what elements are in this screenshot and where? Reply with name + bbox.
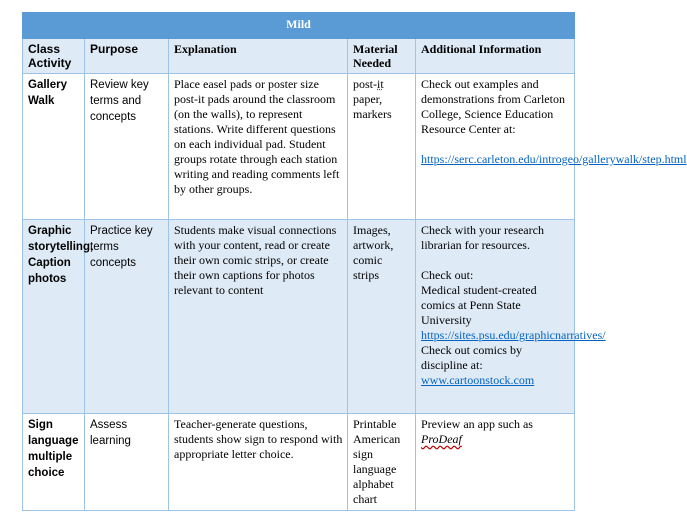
info-text: Check with your research librarian for resources. (421, 223, 544, 252)
info-text: Check out comics by discipline at: (421, 343, 522, 372)
header-purpose: Purpose (85, 39, 169, 74)
table-row (23, 74, 575, 220)
table-row (23, 414, 575, 511)
header-additional-information: Additional Information (416, 39, 575, 74)
carleton-gallerywalk-link[interactable]: https://serc.carleton.edu/introgeo/gallerywalk/step.html (421, 152, 687, 166)
header-material-needed: Material Needed (348, 39, 416, 74)
purpose-cell: Practice key terms concepts (85, 220, 169, 414)
table-title-row (23, 13, 575, 39)
header-class-activity: Class Activity (23, 39, 85, 74)
header-explanation: Explanation (169, 39, 348, 74)
psu-graphicnarratives-link[interactable]: https://sites.psu.edu/graphicnarratives/ (421, 328, 606, 342)
activity-cell: Graphic storytelling, Caption photos (23, 220, 85, 414)
spacer (421, 253, 570, 268)
material-cell: Printable American sign language alphabet chart (348, 414, 416, 511)
material-text: post- (353, 77, 377, 91)
purpose-cell: Review key terms and concepts (85, 74, 169, 220)
info-cell (416, 74, 687, 220)
info-cell (416, 414, 575, 511)
material-text-underlined: it (377, 77, 384, 91)
material-cell: Images, artwork, comic strips (348, 220, 416, 414)
explanation-cell: Students make visual connections with your content, read or create their own comic strips, or create their own captions for photos relevant to content (169, 220, 348, 414)
info-text: Check out: (421, 268, 474, 282)
explanation-cell: Place easel pads or poster size post-it pads around the classroom (on the walls), to represent stations. Write different questions on each individual pad. Student groups rotate through each station writing and reading comments left by other groups. (169, 74, 348, 220)
material-text-rest: paper, markers (353, 92, 392, 121)
table-title: Mild (23, 13, 575, 39)
spacer (421, 137, 570, 152)
activity-cell: Sign language multiple choice (23, 414, 85, 511)
purpose-cell: Assess learning (85, 414, 169, 511)
info-text: Medical student-created comics at Penn State University (421, 283, 537, 327)
info-text: Preview an app such as (421, 417, 533, 431)
table-header-row (23, 39, 575, 74)
activity-cell: Gallery Walk (23, 74, 85, 220)
explanation-cell: Teacher-generate questions, students show sign to respond with appropriate letter choice. (169, 414, 348, 511)
info-cell (416, 220, 606, 414)
material-cell (348, 74, 416, 220)
prodeaf-app-name: ProDeaf (421, 432, 462, 446)
activities-table (22, 12, 687, 511)
cartoonstock-link[interactable]: www.cartoonstock.com (421, 373, 535, 387)
info-text: Check out examples and demonstrations from Carleton College, Science Education Resource Center at: (421, 77, 565, 136)
table-row (23, 220, 575, 414)
